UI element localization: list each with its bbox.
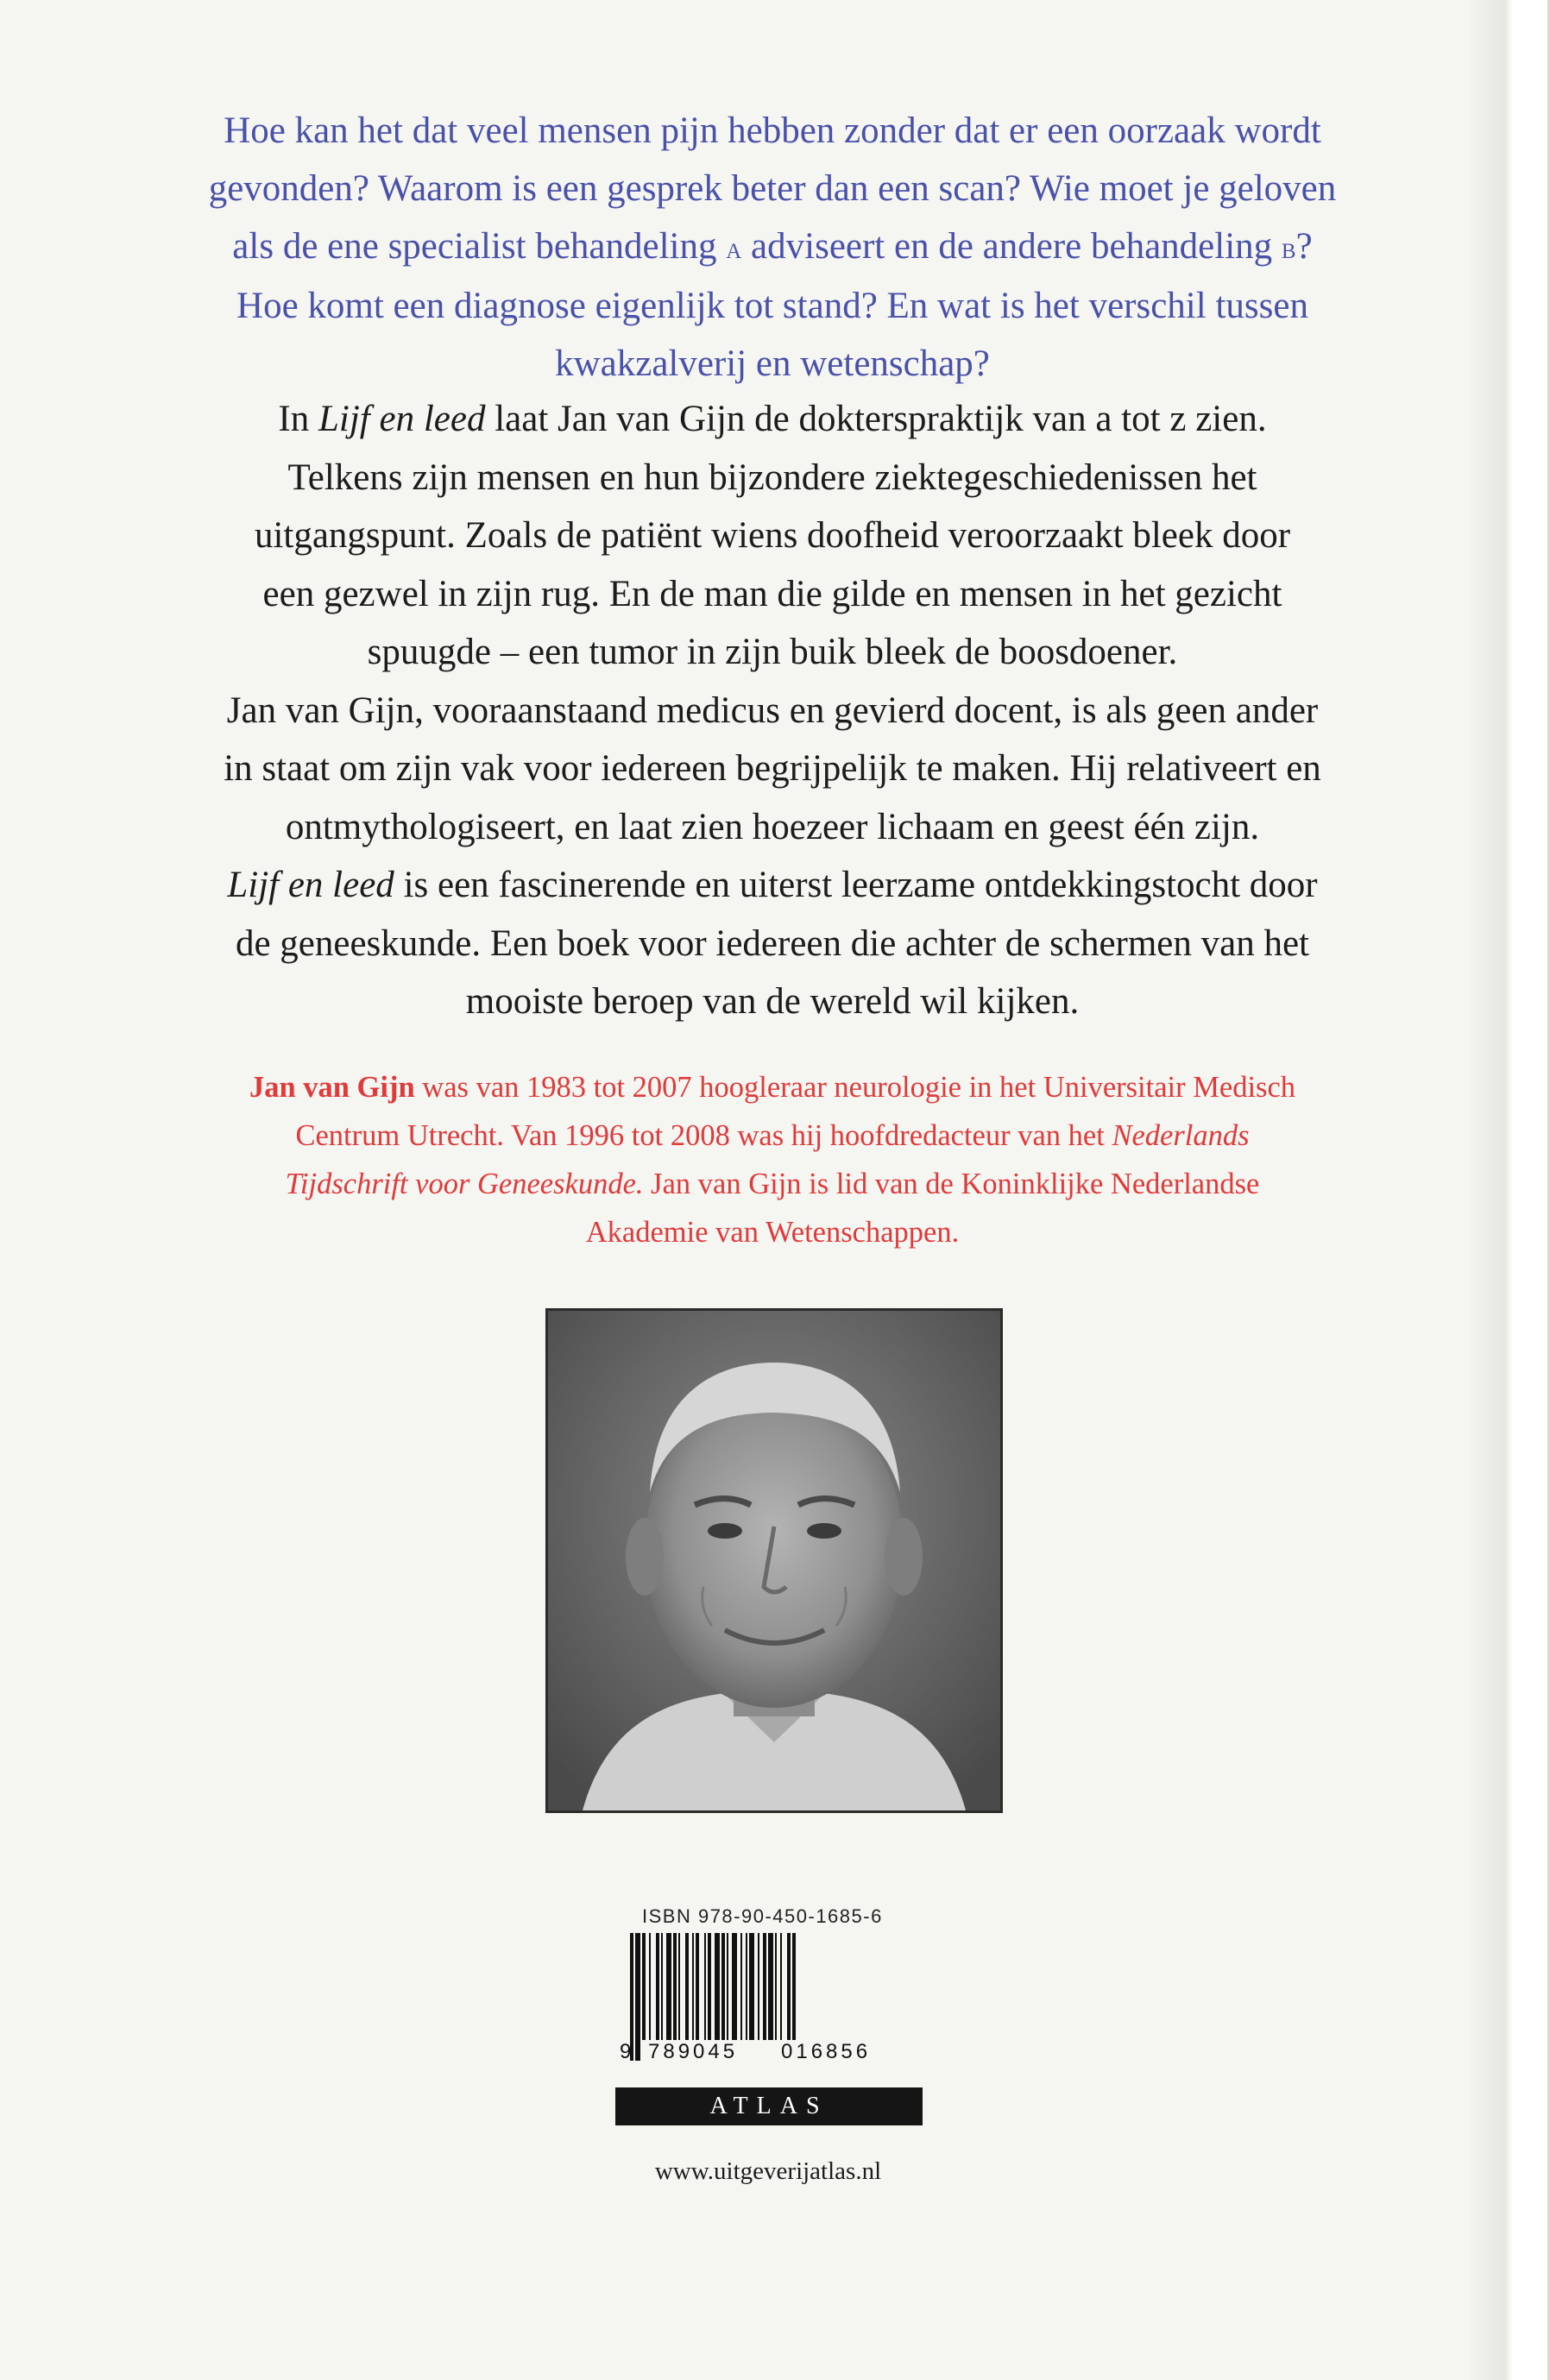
barcode-digits-left: 789045 — [646, 2040, 740, 2064]
treatment-b-label: b — [1281, 230, 1296, 265]
intro-line: gevonden? Waarom is een gesprek beter dan een scan? Wie moet je geloven — [208, 168, 1337, 209]
barcode-bar — [678, 1933, 680, 2040]
isbn-label: ISBN 978-90-450-1685-6 — [642, 1905, 883, 1927]
bio-text: Akademie van Wetenschappen. — [585, 1216, 960, 1249]
journal-name: Tijdschrift voor Geneeskunde. — [285, 1168, 644, 1200]
barcode-bar — [685, 1933, 689, 2040]
description-text: In — [278, 399, 318, 439]
description-text: de geneeskunde. Een boek voor iedereen die achter de schermen van het — [235, 922, 1310, 964]
barcode-bar — [758, 1933, 759, 2040]
description-text: mooiste beroep van de wereld wil kijken. — [465, 981, 1080, 1022]
publisher-logo: ATLAS — [615, 2087, 923, 2125]
intro-text: ? — [1295, 226, 1313, 267]
barcode-bar — [768, 1933, 773, 2040]
intro-text: adviseert en de andere behandeling — [741, 226, 1282, 267]
description-text: Telkens zijn mensen en hun bijzondere ziektegeschiedenissen het — [287, 456, 1257, 498]
intro-line: kwakzalverij en wetenschap? — [555, 343, 990, 384]
barcode-bar — [721, 1933, 725, 2040]
barcode-bar — [740, 1933, 742, 2040]
journal-name: Nederlands — [1112, 1119, 1250, 1152]
description-text: in staat om zijn vak voor iedereen begrijpelijk te maken. Hij relativeert en — [224, 748, 1321, 789]
barcode-bar — [749, 1933, 754, 2040]
bio-text: Centrum Utrecht. Van 1996 tot 2008 was hij hoofdredacteur van het — [295, 1119, 1112, 1152]
description-text: een gezwel in zijn rug. En de man die gilde en mensen in het gezicht — [262, 573, 1282, 614]
barcode-bar — [727, 1933, 728, 2040]
barcode-bar — [666, 1933, 671, 2040]
description-paragraph-3 — [121, 856, 1424, 1031]
author-photo — [545, 1308, 1003, 1813]
description-paragraph-2 — [121, 682, 1424, 857]
barcode-bar — [661, 1933, 663, 2040]
description-paragraph-1 — [121, 390, 1424, 682]
description-text: is een fascinerende en uiterst leerzame ontdekkingstocht door — [394, 865, 1318, 905]
intro-questions — [121, 102, 1424, 393]
intro-line: Hoe kan het dat veel mensen pijn hebben zonder dat er een oorzaak wordt — [224, 110, 1321, 151]
barcode-bar — [775, 1933, 777, 2040]
publisher-website: www.uitgeverijatlas.nl — [654, 2157, 882, 2185]
author-bio — [121, 1063, 1424, 1256]
barcode-bar — [656, 1933, 659, 2040]
intro-text: als de ene specialist behandeling — [232, 226, 727, 267]
book-title: Lijf en leed — [227, 865, 394, 905]
barcode-digit-first: 9 — [620, 2040, 632, 2063]
barcode-bar — [704, 1933, 706, 2040]
treatment-a-label: a — [726, 230, 742, 265]
barcode-bar — [763, 1933, 766, 2040]
barcode-bar — [780, 1933, 782, 2040]
intro-line: Hoe komt een diagnose eigenlijk tot stand? En wat is het verschil tussen — [236, 286, 1308, 326]
barcode-bar — [673, 1933, 677, 2040]
author-name: Jan van Gijn — [249, 1071, 415, 1104]
bio-text: was van 1983 tot 2007 hoogleraar neurologie in het Universitair Medisch — [414, 1071, 1296, 1104]
book-description — [121, 390, 1424, 1031]
description-text: uitgangspunt. Zoals de patiënt wiens doofheid veroorzaakt bleek door — [254, 515, 1291, 556]
barcode-bar — [746, 1933, 747, 2040]
barcode-digits — [620, 2038, 917, 2066]
barcode-bar — [692, 1933, 694, 2040]
author-portrait-icon — [548, 1311, 1000, 1810]
description-text: laat Jan van Gijn de dokterspraktijk van a tot z zien. — [485, 399, 1267, 439]
barcode-bar — [708, 1933, 711, 2040]
barcode-digits-right: 016856 — [778, 2040, 873, 2064]
bio-text: Jan van Gijn is lid van de Koninklijke Nederlandse — [643, 1168, 1260, 1200]
description-text: spuugde – een tumor in zijn buik bleek de boosdoener. — [367, 632, 1178, 672]
description-text: Jan van Gijn, vooraanstaand medicus en gevierd docent, is als geen ander — [226, 689, 1319, 731]
description-text: ontmythologiseert, en laat zien hoezeer lichaam en geest één zijn. — [285, 806, 1260, 847]
barcode-bar — [696, 1933, 699, 2040]
cover-spine-edge — [1470, 0, 1547, 2380]
barcode-bar — [732, 1933, 737, 2040]
barcode-bar — [649, 1933, 651, 2040]
intro-line — [121, 217, 1424, 277]
book-title: Lijf en leed — [318, 399, 486, 439]
barcode-bar — [642, 1933, 646, 2040]
